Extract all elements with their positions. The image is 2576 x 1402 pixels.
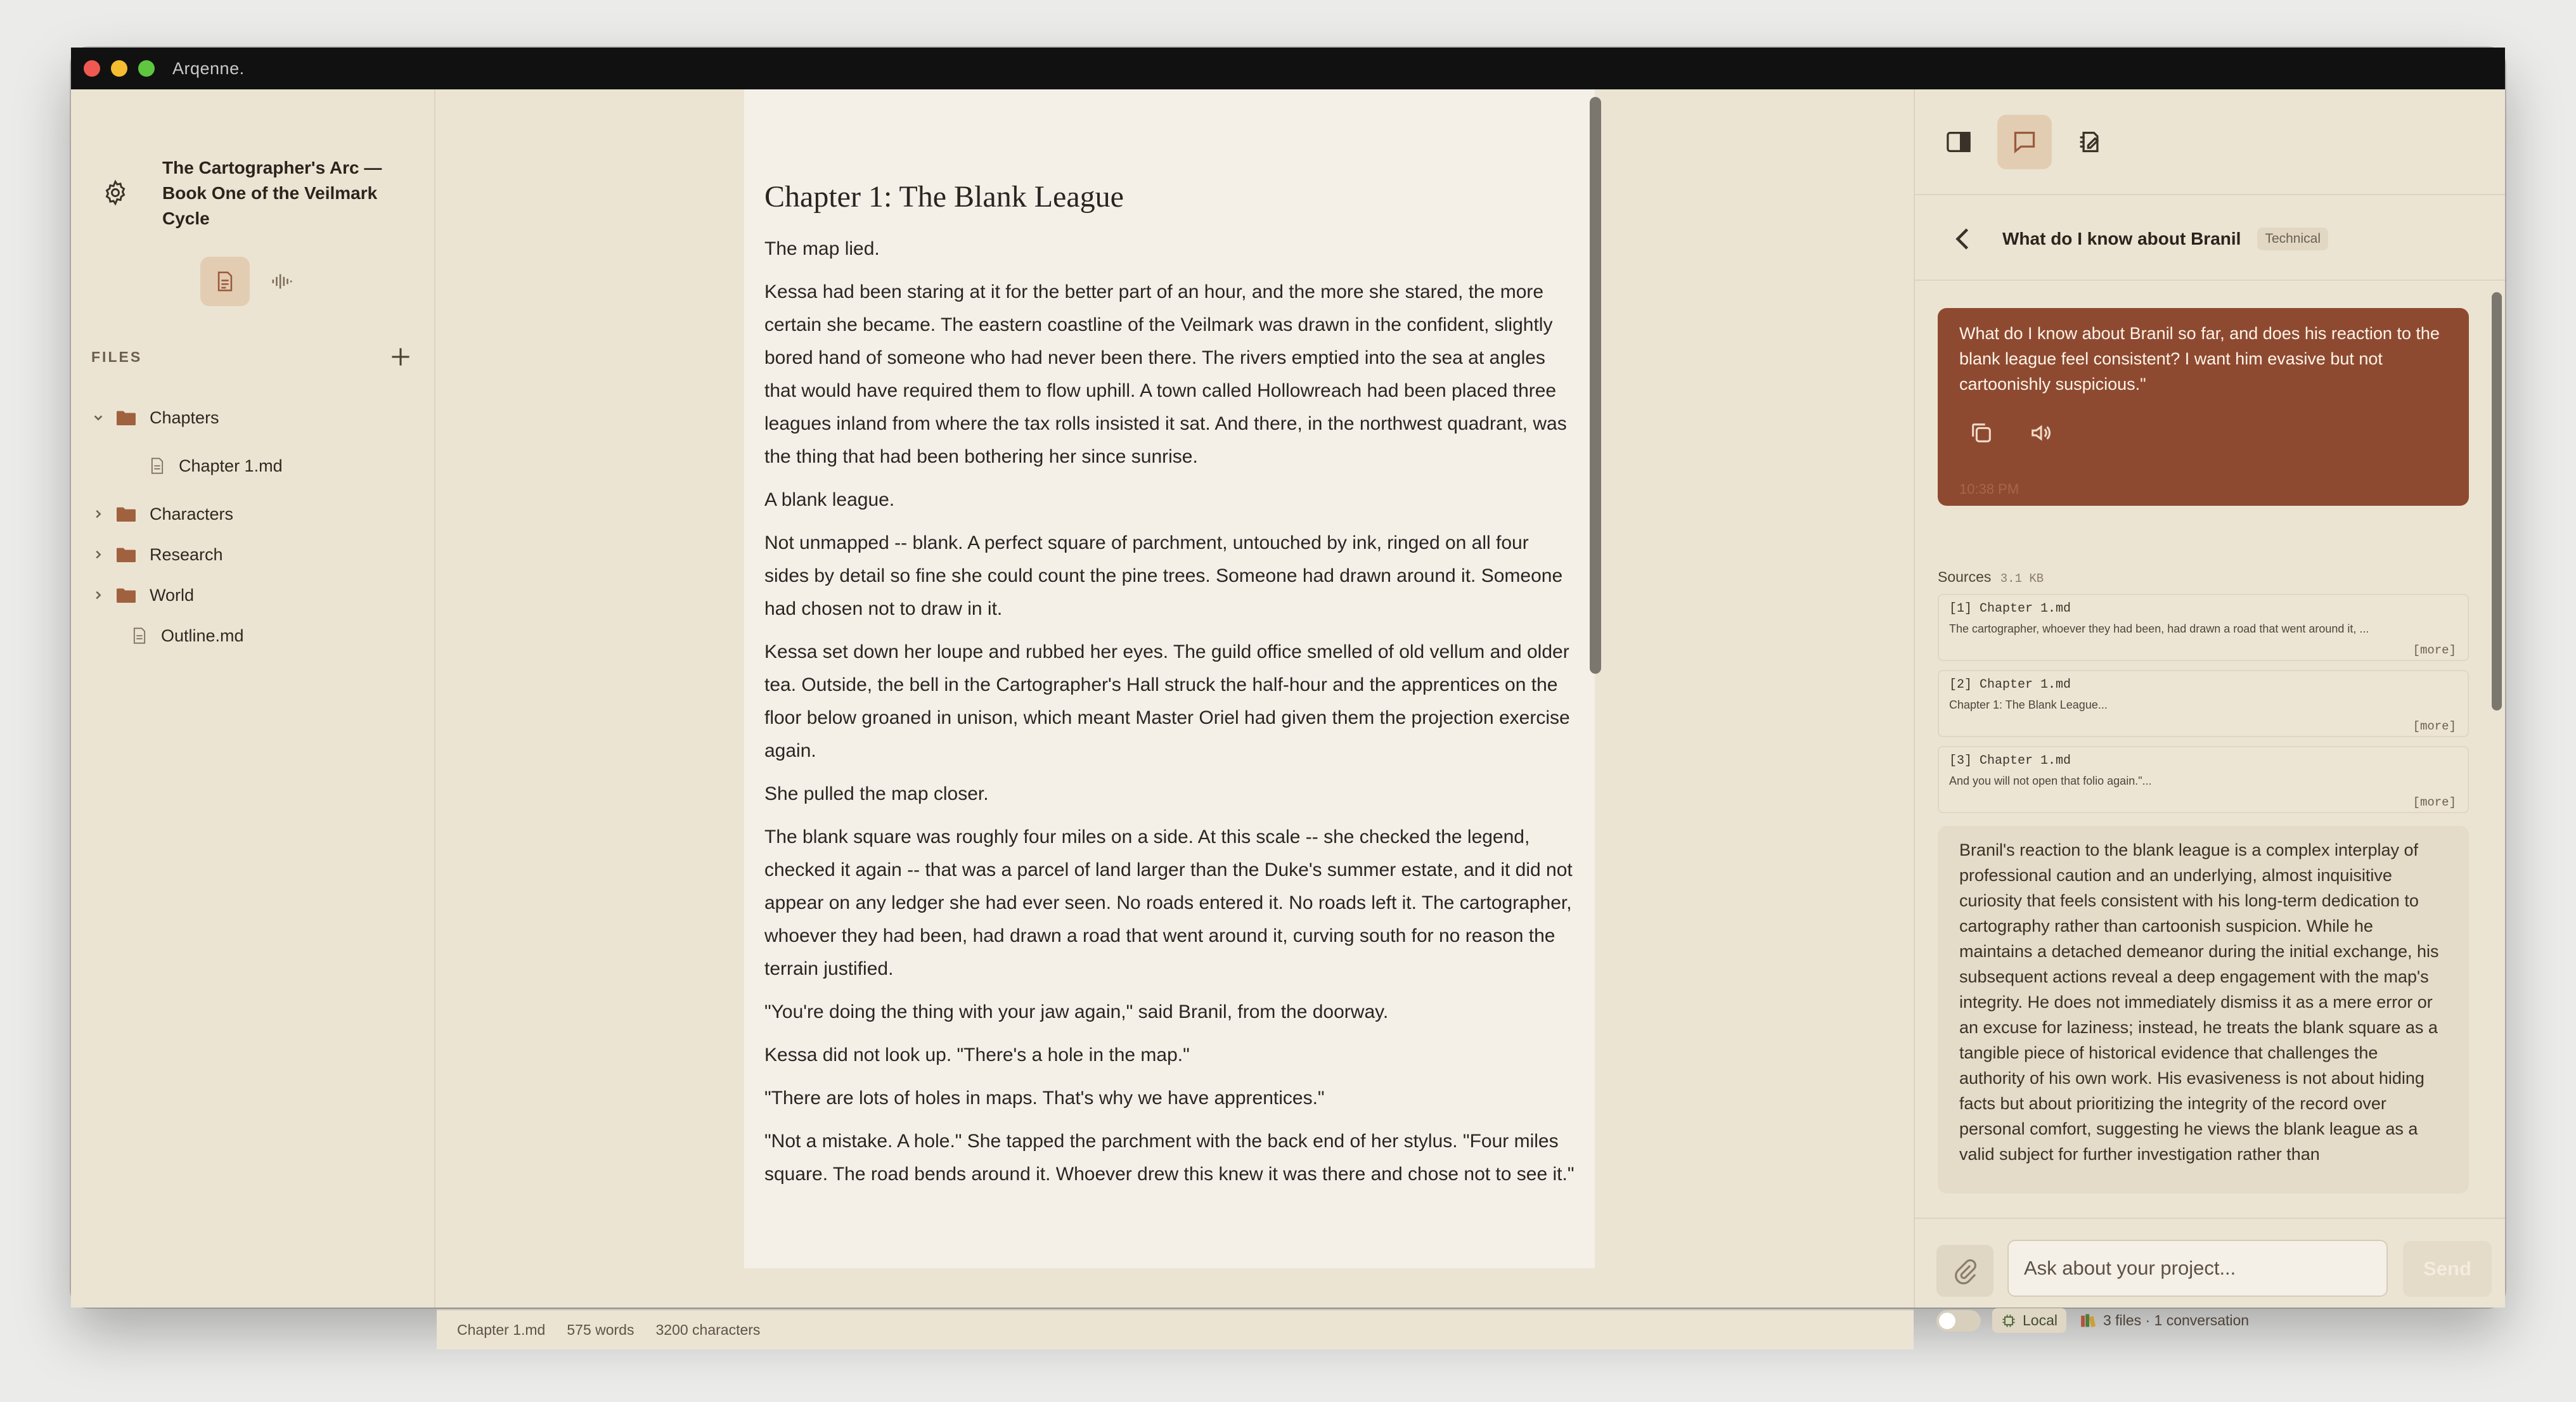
toggle-panel-button[interactable] — [1931, 115, 1986, 169]
folder-chapters[interactable] — [89, 397, 418, 438]
chip-icon — [2001, 1313, 2016, 1328]
editor-area — [437, 89, 1914, 1338]
copy-icon — [1969, 421, 1993, 445]
folder-label: Research — [150, 544, 223, 564]
source-snippet: Chapter 1: The Blank League... — [1949, 698, 2108, 711]
file-chapter-1[interactable] — [89, 438, 418, 494]
add-file-button[interactable] — [387, 343, 415, 371]
waveform-icon — [271, 272, 293, 291]
folder-world[interactable] — [89, 575, 418, 615]
project-title: The Cartographer's Arc — Book One of the Veilmark Cycle — [162, 158, 382, 228]
app-title: Arqenne. — [172, 58, 245, 78]
paragraph: A blank league. — [764, 489, 895, 510]
chat-input[interactable] — [2007, 1240, 2388, 1297]
paragraph: The map lied. — [764, 238, 880, 259]
files-header — [91, 343, 415, 371]
chapter-heading: Chapter 1: The Blank League — [764, 180, 1124, 214]
conversation-title: What do I know about Branil — [2002, 229, 2241, 248]
source-name: [2] Chapter 1.md — [1949, 678, 2071, 692]
view-toggle — [200, 257, 307, 306]
folder-research[interactable] — [89, 534, 418, 575]
local-label: Local — [2023, 1312, 2058, 1328]
paragraph: "There are lots of holes in maps. That's why we have apprentices." — [764, 1088, 1325, 1109]
sources-header — [1938, 569, 2044, 586]
folder-icon — [117, 410, 136, 425]
speaker-icon — [2029, 421, 2053, 445]
editor-scrollbar[interactable] — [1590, 97, 1601, 674]
sources-label: Sources — [1938, 569, 1992, 585]
mode-toggle[interactable] — [1936, 1310, 1981, 1332]
source-card[interactable] — [1938, 670, 2469, 737]
source-snippet: The cartographer, whoever they had been, had drawn a road that went around it, ... — [1949, 622, 2369, 635]
context-files-info: 3 files · 1 conversation — [2103, 1312, 2250, 1328]
chevron-down-icon — [89, 412, 108, 423]
paragraph: "You're doing the thing with your jaw again," said Branil, from the doorway. — [764, 1001, 1389, 1022]
chevron-right-icon — [89, 589, 108, 601]
user-message-text: What do I know about Branil so far, and does his reaction to the blank league feel consistent? I want him evasive but not cartoonishly suspicious." — [1959, 324, 2440, 394]
attach-button[interactable] — [1936, 1245, 1993, 1297]
settings-button[interactable] — [101, 179, 129, 207]
file-icon — [132, 627, 147, 645]
assistant-message — [1938, 826, 2469, 1193]
document-icon — [216, 271, 235, 292]
file-icon — [150, 457, 165, 475]
source-name: [1] Chapter 1.md — [1949, 601, 2071, 616]
local-model-badge[interactable] — [1992, 1308, 2066, 1333]
panel-toolbar — [1931, 115, 2118, 169]
app-window — [71, 48, 2505, 1338]
folder-icon — [117, 588, 136, 603]
paragraph: She pulled the map closer. — [764, 783, 989, 804]
chevron-left-icon — [1953, 226, 1972, 252]
assistant-panel — [1914, 89, 2505, 1328]
send-button[interactable]: Send — [2403, 1241, 2492, 1297]
audio-view-button[interactable] — [257, 257, 307, 306]
edit-note-icon — [2078, 129, 2103, 155]
zoom-window-button[interactable] — [138, 60, 155, 77]
folder-label: Chapters — [150, 408, 219, 427]
gear-icon — [101, 179, 129, 207]
file-label: Chapter 1.md — [179, 456, 283, 475]
chat-scrollbar[interactable] — [2492, 292, 2502, 711]
read-aloud-button[interactable] — [2029, 421, 2053, 445]
divider — [1915, 1218, 2505, 1219]
document-content[interactable] — [764, 178, 1576, 1201]
paragraph: Kessa set down her loupe and rubbed her eyes. The guild office smelled of old vellum and older tea. Outside, the bell in the Cartographer's Hall struck the half-hour and the apprentices on the floor below groaned in unison, which meant Master Oriel had given them the projection exercise again. — [764, 641, 1570, 761]
file-tree — [89, 397, 418, 656]
status-words: 575 words — [567, 1322, 634, 1338]
paragraph: "Not a mistake. A hole." She tapped the parchment with the back end of her stylus. "Four miles square. The road bends around it. Whoever drew this knew it was there and chose not to see it." — [764, 1131, 1575, 1185]
folder-characters[interactable] — [89, 494, 418, 534]
source-card[interactable] — [1938, 594, 2469, 661]
folder-label: World — [150, 585, 195, 605]
folder-icon — [117, 547, 136, 562]
folder-label: Characters — [150, 504, 234, 524]
files-label: FILES — [91, 348, 143, 365]
status-file: Chapter 1.md — [457, 1322, 546, 1338]
copy-button[interactable] — [1969, 421, 1993, 445]
sidebar-layout-icon — [1946, 131, 1971, 153]
divider — [1915, 280, 2505, 281]
paragraph: The blank square was roughly four miles on a side. At this scale -- she checked the legend, checked it again -- that was a parcel of land larger than the Duke's summer estate, and it did not appear on any ledger she had ever seen. No roads entered it. No roads left it. The cartographer, whoever they had been, had drawn a road that went around it, curving south for no reason the terrain justified. — [764, 826, 1573, 979]
back-button[interactable] — [1953, 226, 1972, 252]
chevron-right-icon — [89, 508, 108, 520]
chat-bubble-icon — [2012, 129, 2037, 155]
paragraph: Kessa did not look up. "There's a hole in the map." — [764, 1045, 1190, 1065]
sidebar — [71, 89, 435, 1308]
window-controls — [84, 60, 155, 77]
chat-footer — [1936, 1308, 2249, 1333]
title-bar — [71, 48, 2505, 89]
source-snippet: And you will not open that folio again."... — [1949, 775, 2152, 787]
file-outline[interactable] — [89, 615, 418, 656]
close-window-button[interactable] — [84, 60, 100, 77]
context-info — [2080, 1312, 2249, 1329]
paragraph: Not unmapped -- blank. A perfect square of parchment, untouched by ink, ringed on all four sides by detail so fine she could count the pine trees. Someone had drawn around it. Someone had chosen not to draw in it. — [764, 532, 1563, 619]
user-message — [1938, 308, 2469, 506]
chevron-right-icon — [89, 549, 108, 560]
message-actions — [1969, 421, 2053, 445]
source-name: [3] Chapter 1.md — [1949, 754, 2071, 768]
file-label: Outline.md — [161, 626, 244, 645]
status-bar — [437, 1309, 1914, 1349]
minimize-window-button[interactable] — [111, 60, 127, 77]
message-timestamp: 10:38 PM — [1959, 481, 2019, 497]
source-card[interactable] — [1938, 746, 2469, 813]
document-view-button[interactable] — [200, 257, 250, 306]
source-more-link[interactable]: [more] — [2412, 719, 2456, 733]
chat-button[interactable] — [1997, 115, 2052, 169]
conversation-tag: Technical — [2257, 228, 2328, 250]
paragraph: Kessa had been staring at it for the better part of an hour, and the more she stared, the more certain she became. The eastern coastline of the Veilmark was drawn in the confident, slightly bored hand of someone who had never been there. The rivers emptied into the sea at angles that would have required them to flow uphill. A town called Hollowreach had been placed three leagues inland from where the tax rolls insisted it sat. And there, in the northwest quadrant, was the thing that had been bothering her since sunrise. — [764, 281, 1567, 467]
plus-icon — [390, 346, 411, 368]
status-characters: 3200 characters — [655, 1322, 761, 1338]
source-more-link[interactable]: [more] — [2412, 795, 2456, 809]
source-more-link[interactable]: [more] — [2412, 643, 2456, 657]
notes-button[interactable] — [2063, 115, 2118, 169]
sources-size: 3.1 KB — [2000, 572, 2044, 586]
divider — [1915, 194, 2505, 195]
paperclip-icon — [1952, 1258, 1978, 1283]
books-icon — [2080, 1313, 2097, 1328]
assistant-message-text: Branil's reaction to the blank league is a complex interplay of professional caution and an underlying, almost inquisitive curiosity that feels consistent with his long-term dedication to cartography rather than cartoonish suspicion. While he maintains a detached demeanor during the initial exchange, his subsequent actions reveal a deep engagement with the map's integrity. He does not immediately dismiss it as a mere error or an excuse for laziness; instead, he treats the blank square as a tangible piece of historical evidence that challenges the authority of his own work. His evasiveness is not about hiding facts but about prioritizing the integrity of the record over personal comfort, suggesting he views the blank league as a valid subject for further investigation rather than — [1959, 840, 2439, 1164]
folder-icon — [117, 506, 136, 522]
conversation-header — [1953, 226, 2328, 252]
